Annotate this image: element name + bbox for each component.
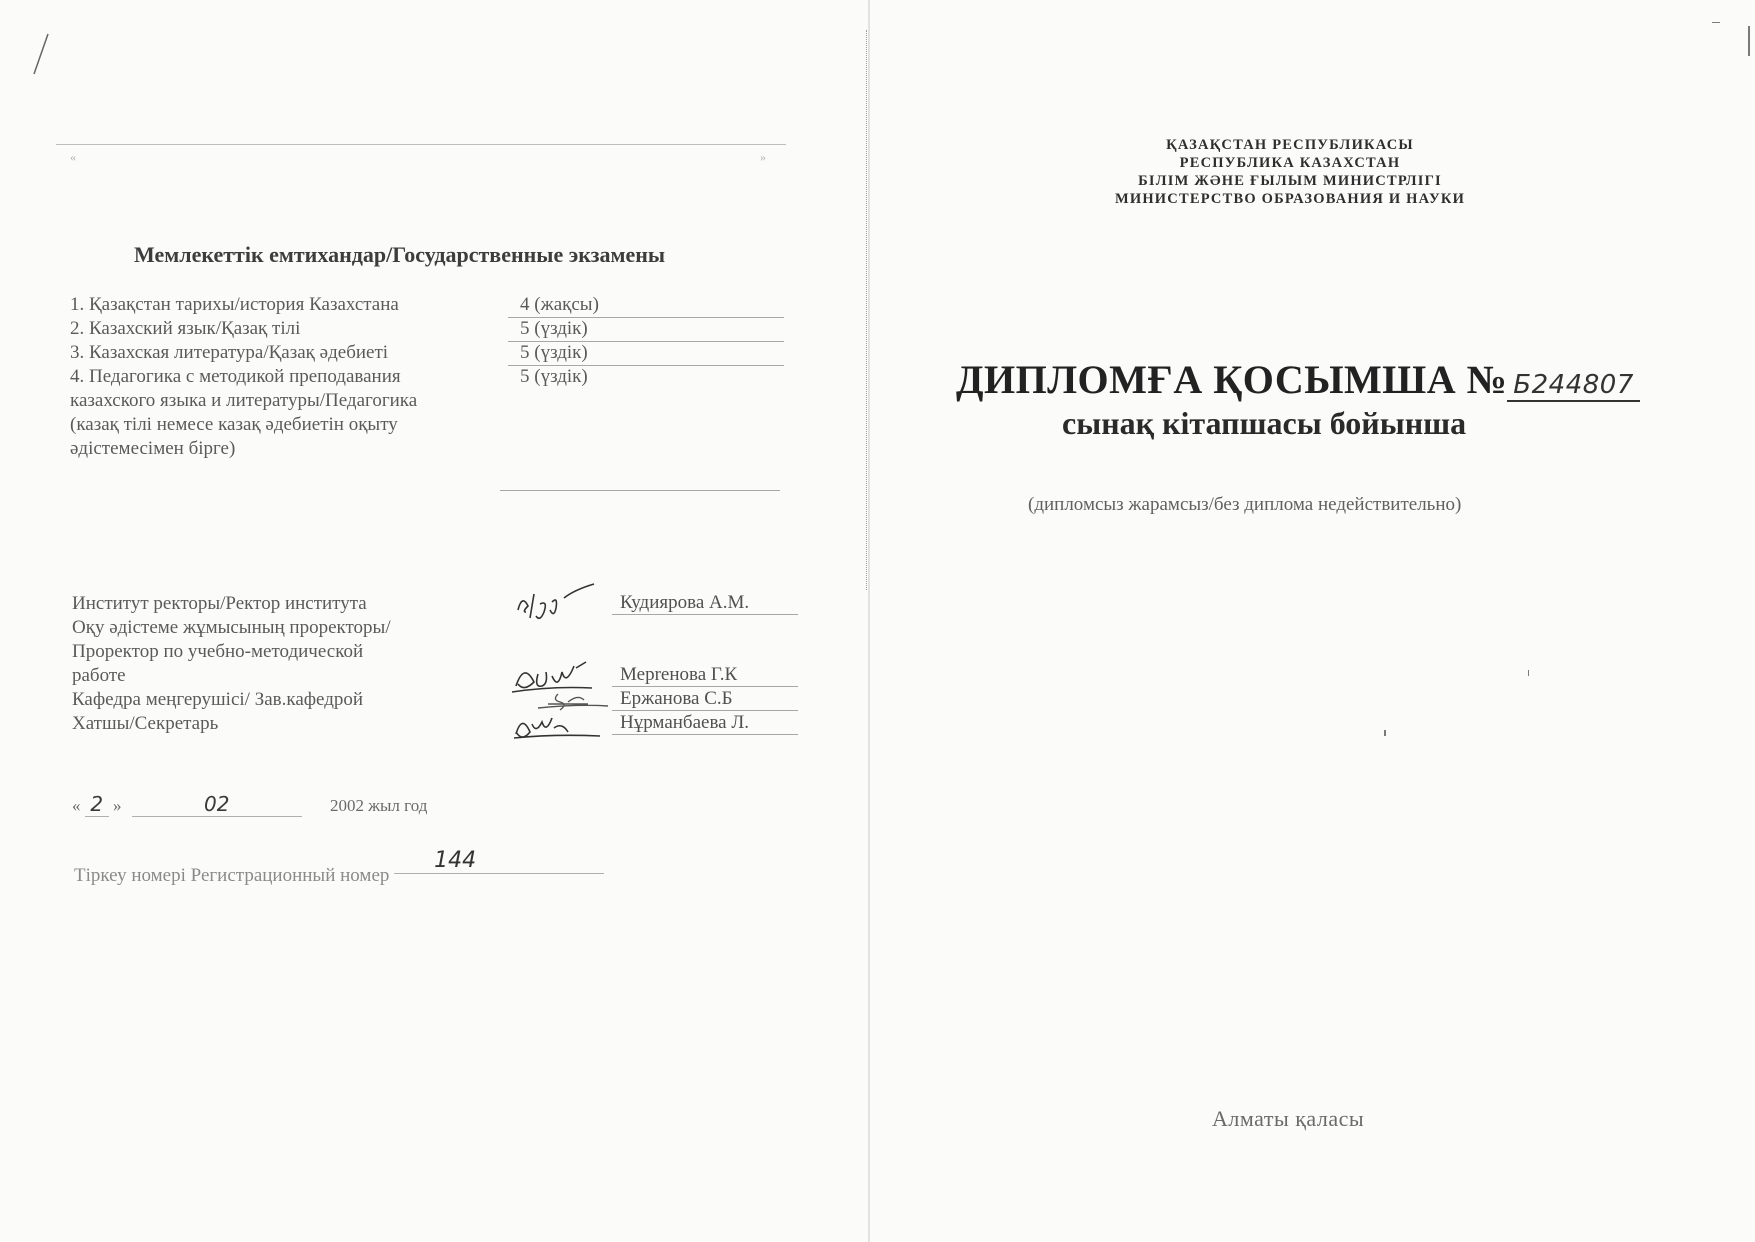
quote-open: « (70, 150, 76, 164)
prorector-title-ru: Проректор по учебно-методической (72, 641, 364, 662)
supplement-subtitle: сынақ кітапшасы бойынша (1062, 405, 1467, 441)
ministry-line: БІЛІМ ЖӘНЕ ҒЫЛЫМ МИНИСТРЛІГІ (1138, 173, 1442, 189)
exam-row (70, 317, 786, 341)
registration-label: Тіркеу номері Регистрационный номер (74, 865, 390, 886)
exam-grade: 5 (үздік) (508, 317, 784, 342)
exam-row (70, 341, 786, 365)
pencil-mark-icon (20, 30, 60, 80)
prorector-name: Мерrенова Г.К (612, 664, 798, 687)
head-of-dept-title: Кафедра меңгерушісі/ Зав.кафедрой (72, 689, 364, 710)
rector-title: Институт ректоры/Ректор института (72, 593, 367, 614)
ministry-line: МИНИСТЕРСТВО ОБРАЗОВАНИЯ И НАУКИ (1114, 191, 1466, 207)
speck (1384, 730, 1386, 736)
exam-grade: 5 (үздік) (520, 366, 588, 387)
exam-name: 2. Казахский язык/Қазақ тілі (70, 318, 301, 339)
top-rule (56, 144, 786, 145)
validity-note: (дипломсыз жарамсыз/без диплома недействительно) (1028, 494, 1462, 515)
rector-signature-icon (508, 580, 608, 628)
head-of-dept-name: Ержанова С.Б (612, 688, 798, 711)
speck (1528, 670, 1529, 676)
secretary-title: Хатшы/Секретарь (72, 713, 219, 734)
exam-grade: 4 (жақсы) (508, 293, 784, 318)
exam-name: 4. Педагогика с методикой преподавания казахского языка и литературы/Педагогика (казақ тілі немесе казақ әдебиетін оқыту әдістемесімен бірге) (70, 366, 418, 459)
supplement-title-text: ДИПЛОМҒА ҚОСЫМША № (956, 357, 1508, 402)
exam-rule (500, 490, 780, 491)
registration (74, 848, 604, 888)
date-month: 02 (132, 792, 302, 817)
secretary-name: Нұрманбаева Л. (612, 712, 798, 735)
exam-name: 1. Қазақстан тарихы/история Казахстана (70, 294, 399, 315)
signatures-block (72, 592, 802, 736)
prorector-title-kz: Оқу әдістеме жұмысының проректоры/ (72, 617, 391, 638)
ministry-line: ҚАЗАҚСТАН РЕСПУБЛИКАСЫ (1166, 137, 1414, 153)
diploma-number: Б244807 (1507, 370, 1640, 402)
registration-number: 144 (394, 848, 604, 874)
issue-date: « 2 » 02 2002 жыл год (72, 792, 428, 816)
exam-row (70, 293, 786, 317)
secretary-signature-icon (508, 710, 618, 746)
edge-mark (1712, 22, 1720, 23)
ministry-header (1040, 136, 1540, 208)
supplement-title (956, 356, 1640, 403)
quote-close: » (760, 150, 766, 164)
city: Алматы қаласы (1212, 1106, 1365, 1131)
exam-list (70, 293, 786, 461)
date-year: 2002 жыл год (330, 796, 428, 815)
fold-mark (866, 30, 869, 590)
date-day: 2 (85, 792, 109, 817)
rector-name: Кудиярова А.М. (612, 592, 798, 615)
exam-row (70, 365, 786, 461)
edge-mark (1748, 26, 1750, 56)
exam-grade: 5 (үздік) (508, 341, 784, 366)
exams-heading: Мемлекеттік емтихандар/Государственные экзамены (134, 242, 666, 267)
exam-name: 3. Казахская литература/Қазақ әдебиеті (70, 342, 389, 363)
ministry-line: РЕСПУБЛИКА КАЗАХСТАН (1179, 155, 1401, 171)
prorector-title-ru-cont: работе (72, 665, 126, 686)
